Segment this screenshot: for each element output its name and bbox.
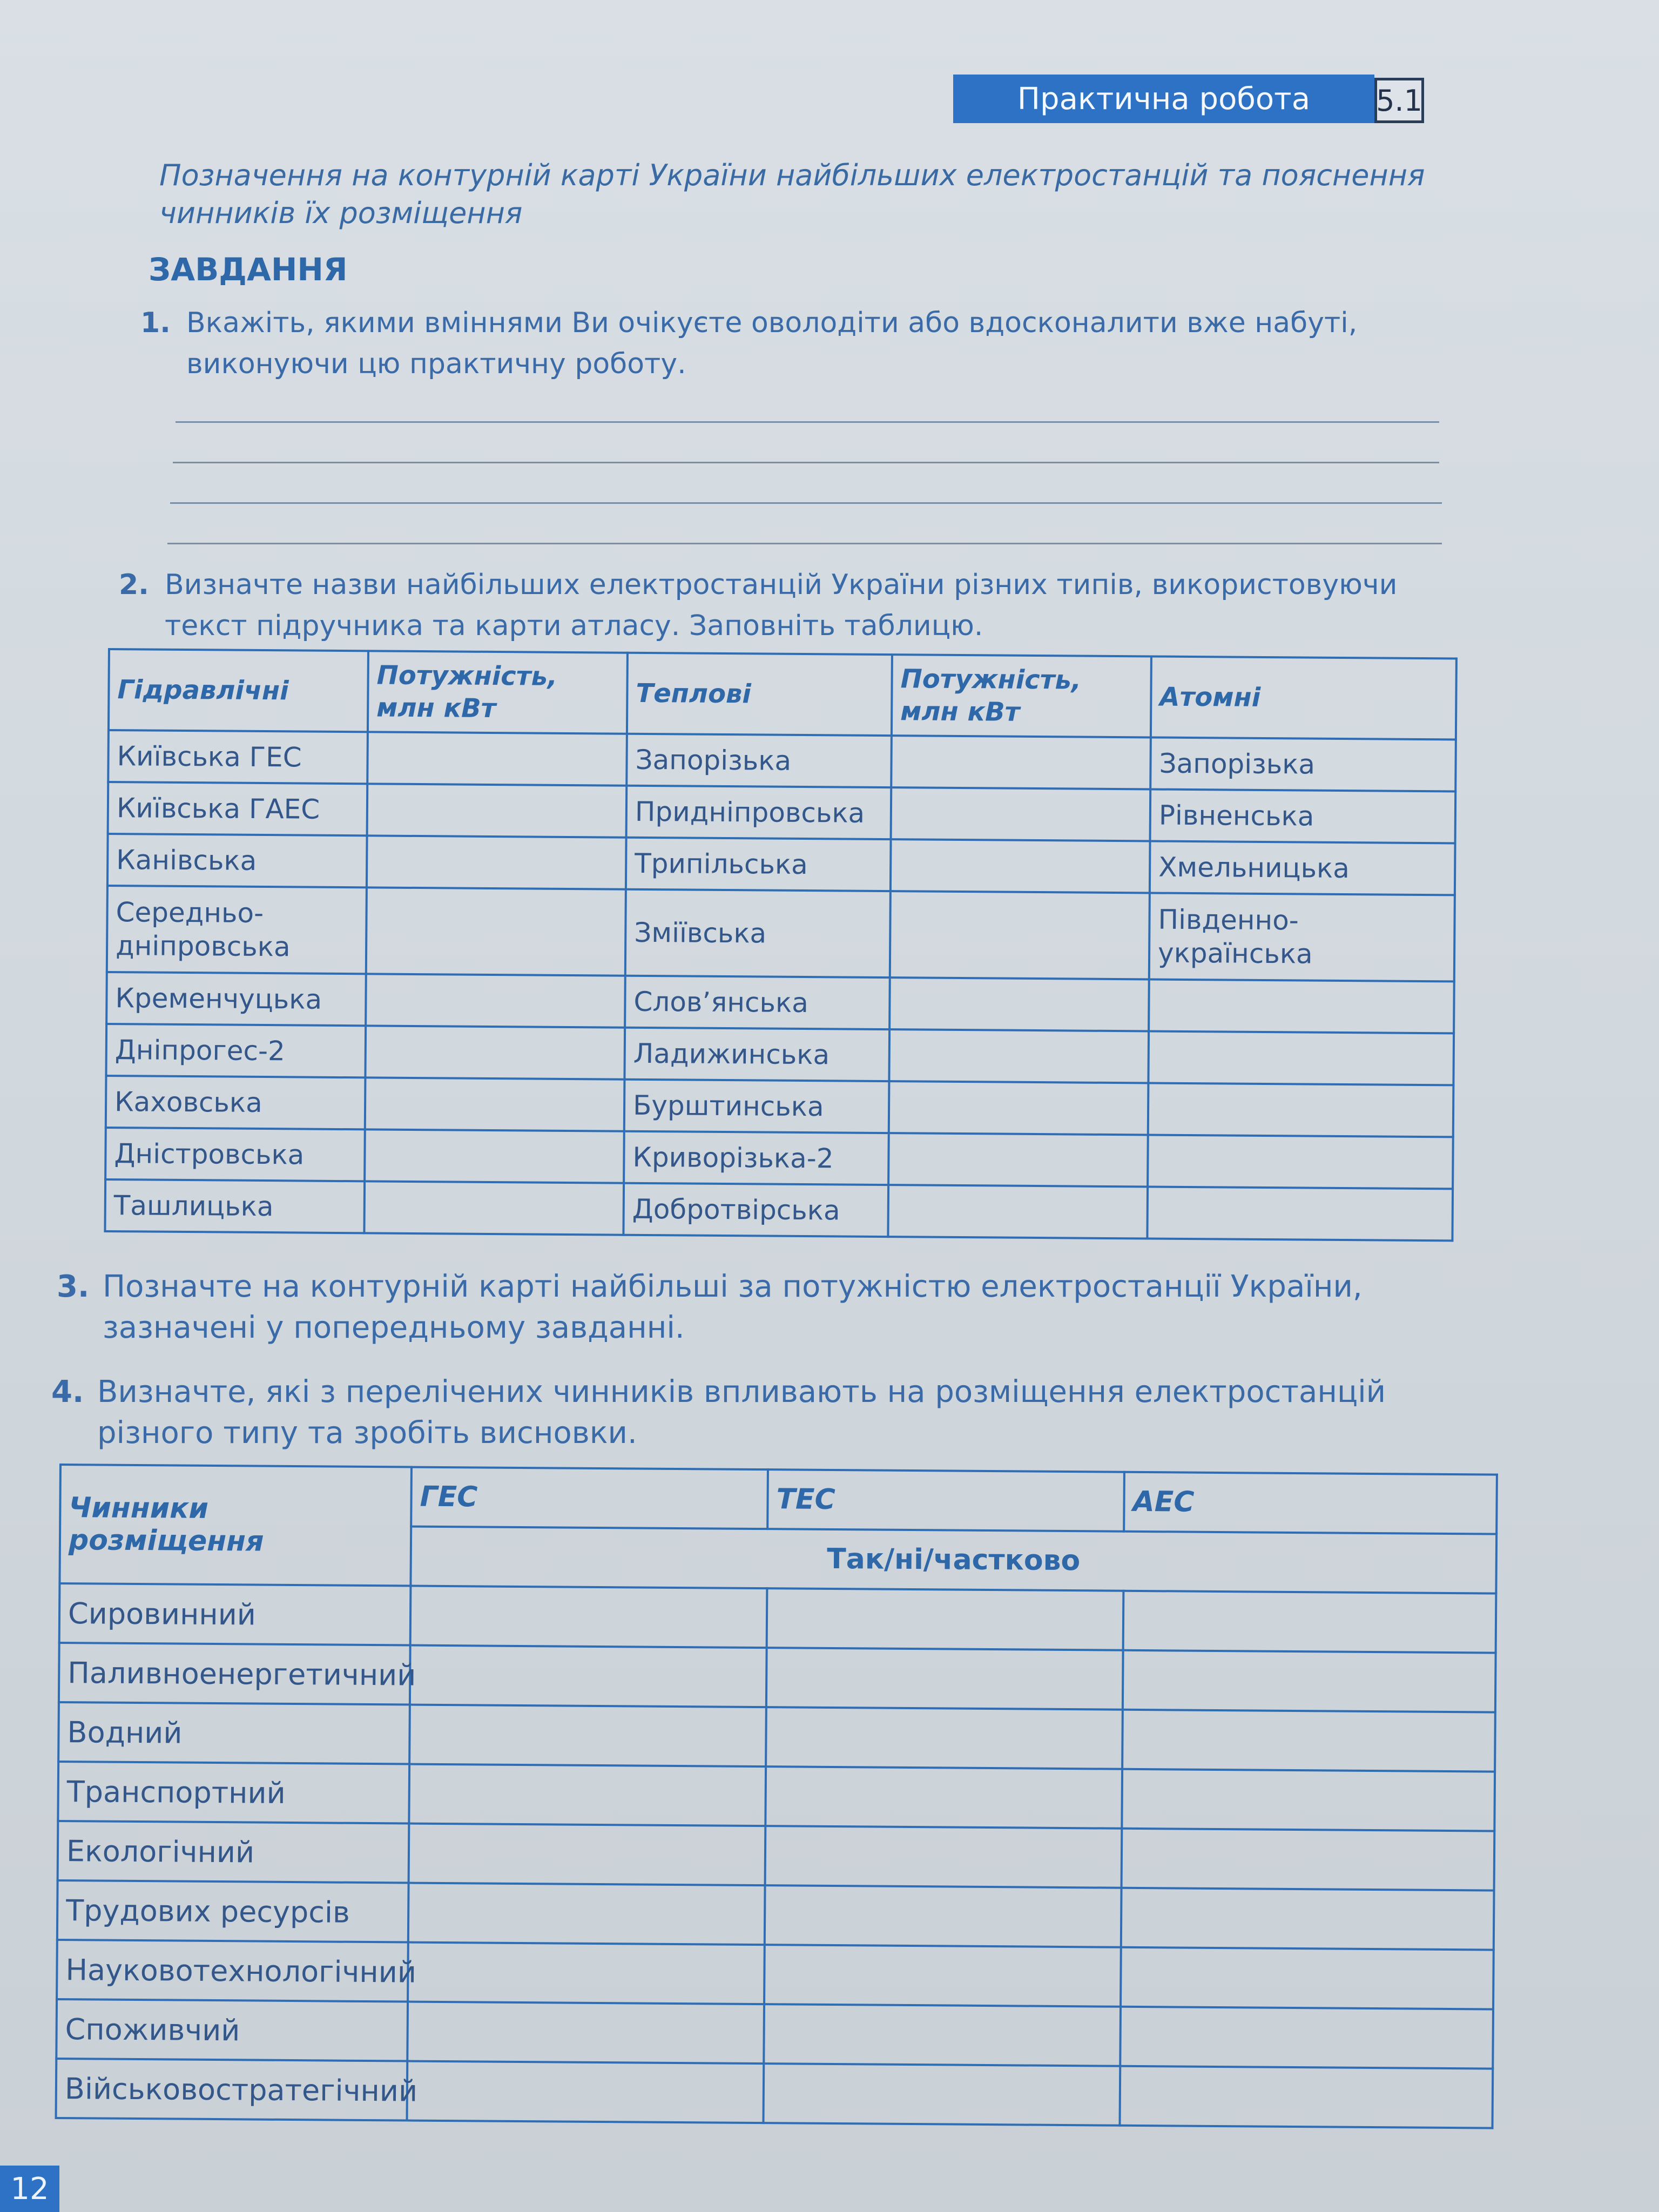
practical-work-banner [953,75,1374,123]
thermal-name: Ладижинська [624,1028,889,1081]
answer-cell[interactable] [407,2061,764,2123]
answer-cell[interactable] [1121,1888,1494,1950]
task-number: 2. [119,569,149,601]
thermal-name: Бурштинська [624,1080,889,1133]
answer-cell[interactable] [408,1883,765,1945]
answer-cell[interactable] [767,1588,1124,1650]
answer-line[interactable] [173,462,1439,463]
answer-cell[interactable] [410,1586,767,1648]
capacity-cell[interactable] [891,736,1151,789]
work-subtitle: Позначення на контурній карті України найбільших електростанцій та пояснення чинників їх розміщення [159,158,1425,230]
factor-name: Сировинний [59,1583,411,1645]
table-row [56,2059,1493,2128]
header-nuclear: Атомні [1151,656,1456,739]
table-row [107,834,1455,895]
table-row [108,730,1456,791]
task-3 [57,1266,1485,1348]
nuclear-cell[interactable] [1148,1135,1453,1189]
table-row [106,1024,1454,1085]
factor-name: Паливноенергетичний [59,1643,410,1705]
capacity-cell[interactable] [890,891,1150,979]
task-text: Визначте, які з перелічених чинників впливають на розміщення електростанцій різного типу та зробіть висновки. [97,1374,1386,1451]
answer-cell[interactable] [409,1824,766,1886]
capacity-cell[interactable] [365,1026,625,1079]
answer-cell[interactable] [408,1943,765,2005]
header-hes: ГЕС [411,1467,768,1529]
thermal-name: Запорізька [626,734,892,787]
power-stations-table [104,648,1457,1242]
section-title: ЗАВДАННЯ [149,251,348,288]
hydro-name: Ташлицька [105,1179,365,1233]
hydro-name: Середньо-дніпровська [107,886,367,974]
answer-cell[interactable] [765,1885,1122,1947]
table-row [59,1583,1496,1653]
practical-work-title: Практична робота [1017,81,1311,117]
answer-cell[interactable] [764,1945,1121,2007]
table-row [57,1880,1494,1950]
table-header-row [60,1465,1497,1534]
table-row [106,972,1454,1033]
header-aes: АЕС [1124,1472,1497,1534]
answer-cell[interactable] [765,1826,1122,1888]
factor-name: Військовостратегічний [56,2059,408,2121]
capacity-cell[interactable] [366,887,626,975]
nuclear-cell[interactable] [1148,1083,1454,1137]
nuclear-cell[interactable] [1149,979,1454,1033]
factor-name: Трудових ресурсів [57,1880,409,1943]
hydro-name: Кременчуцька [106,972,366,1026]
answer-cell[interactable] [407,2002,764,2064]
thermal-name: Трипільська [626,838,891,891]
task-text: Визначте назви найбільших електростанцій України різних типів, використовуючи текст підручника та карти атласу. Заповніть таблицю. [165,569,1398,642]
thermal-name: Слов’янська [625,976,890,1029]
nuclear-name: Рівненська [1150,789,1456,843]
capacity-cell[interactable] [365,1129,624,1183]
header-capacity: Потужність, млн кВт [892,655,1151,737]
factor-name: Транспортний [58,1762,409,1824]
task-1 [140,302,1445,385]
answer-cell[interactable] [765,1766,1122,1829]
answer-cell[interactable] [1122,1710,1495,1772]
capacity-cell[interactable] [889,1029,1149,1083]
answer-cell[interactable] [410,1645,767,1708]
capacity-cell[interactable] [891,839,1150,893]
answer-line[interactable] [167,543,1442,544]
task-number: 1. [140,307,171,339]
answer-cell[interactable] [1123,1591,1496,1653]
task-2 [119,564,1455,646]
answer-cell[interactable] [766,1648,1123,1710]
answer-cell[interactable] [1120,2007,1493,2069]
table-row [106,1076,1454,1137]
table-row [57,1940,1494,2009]
capacity-cell[interactable] [364,1181,624,1235]
table-row [58,1762,1495,1831]
capacity-cell[interactable] [888,1185,1148,1238]
thermal-name: Криворізька-2 [624,1131,889,1185]
table-row [58,1821,1495,1891]
nuclear-cell[interactable] [1147,1186,1453,1240]
nuclear-cell[interactable] [1148,1031,1454,1085]
task-number: 3. [57,1269,90,1304]
task-text: Вкажіть, якими вміннями Ви очікуєте оволодіти або вдосконалити вже набуті, виконуючи цю практичну роботу. [186,307,1358,380]
hydro-name: Дністровська [105,1128,365,1181]
capacity-cell[interactable] [365,1077,625,1131]
header-hydro: Гідравлічні [109,649,368,732]
capacity-cell[interactable] [891,787,1151,841]
answer-format-label: Так/ні/частково [410,1527,1496,1594]
answer-cell[interactable] [1122,1769,1495,1831]
answer-cell[interactable] [1122,1829,1495,1891]
capacity-cell[interactable] [367,835,626,889]
task-number: 4. [51,1374,84,1410]
answer-cell[interactable] [764,2004,1121,2066]
header-thermal: Теплові [627,653,892,736]
page-number: 12 [0,2166,59,2212]
table-row [58,1702,1495,1772]
table-row [105,1179,1453,1240]
hydro-name: Канівська [107,834,367,887]
factor-name: Споживчий [56,1999,408,2061]
capacity-cell[interactable] [367,784,627,837]
task-4 [51,1372,1491,1454]
table-row [107,886,1455,981]
answer-cell[interactable] [766,1707,1123,1769]
capacity-cell[interactable] [889,977,1149,1031]
answer-cell[interactable] [1120,2066,1493,2128]
nuclear-name: Хмельницька [1150,841,1455,895]
thermal-name: Добротвірська [623,1183,888,1237]
factor-name: Водний [58,1702,410,1764]
capacity-cell[interactable] [366,974,625,1027]
capacity-cell[interactable] [889,1081,1149,1135]
thermal-name: Зміївська [625,889,891,977]
header-tes: ТЕС [767,1469,1124,1532]
answer-cell[interactable] [764,2063,1121,2126]
table-header-row [109,649,1456,739]
practical-work-number: 5.1 [1374,78,1424,123]
hydro-name: Київська ГАЕС [108,782,368,835]
factor-name: Екологічний [58,1821,409,1883]
hydro-name: Каховська [106,1076,366,1129]
answer-line[interactable] [170,502,1442,504]
table-row [59,1643,1496,1712]
answer-cell[interactable] [409,1705,766,1767]
placement-factors-table [55,1464,1498,2129]
task-text: Позначте на контурній карті найбільші за потужністю електростанції України, зазначені у попередньому завданні. [103,1269,1363,1345]
hydro-name: Дніпрогес-2 [106,1024,366,1077]
hydro-name: Київська ГЕС [108,730,368,784]
factor-name: Науковотехнологічний [57,1940,408,2002]
answer-cell[interactable] [1121,1947,1494,2009]
table-row [108,782,1456,843]
nuclear-name: Запорізька [1150,737,1456,791]
table-row [56,1999,1493,2069]
answer-cell[interactable] [409,1764,766,1826]
header-capacity: Потужність, млн кВт [368,651,628,733]
table-row [105,1128,1453,1189]
capacity-cell[interactable] [888,1133,1148,1186]
thermal-name: Придніпровська [626,786,892,839]
answer-line[interactable] [176,421,1439,423]
answer-cell[interactable] [1123,1650,1496,1712]
nuclear-name: Південно-українська [1149,893,1455,981]
capacity-cell[interactable] [367,732,627,785]
header-factors: Чинники розміщення [59,1465,412,1586]
